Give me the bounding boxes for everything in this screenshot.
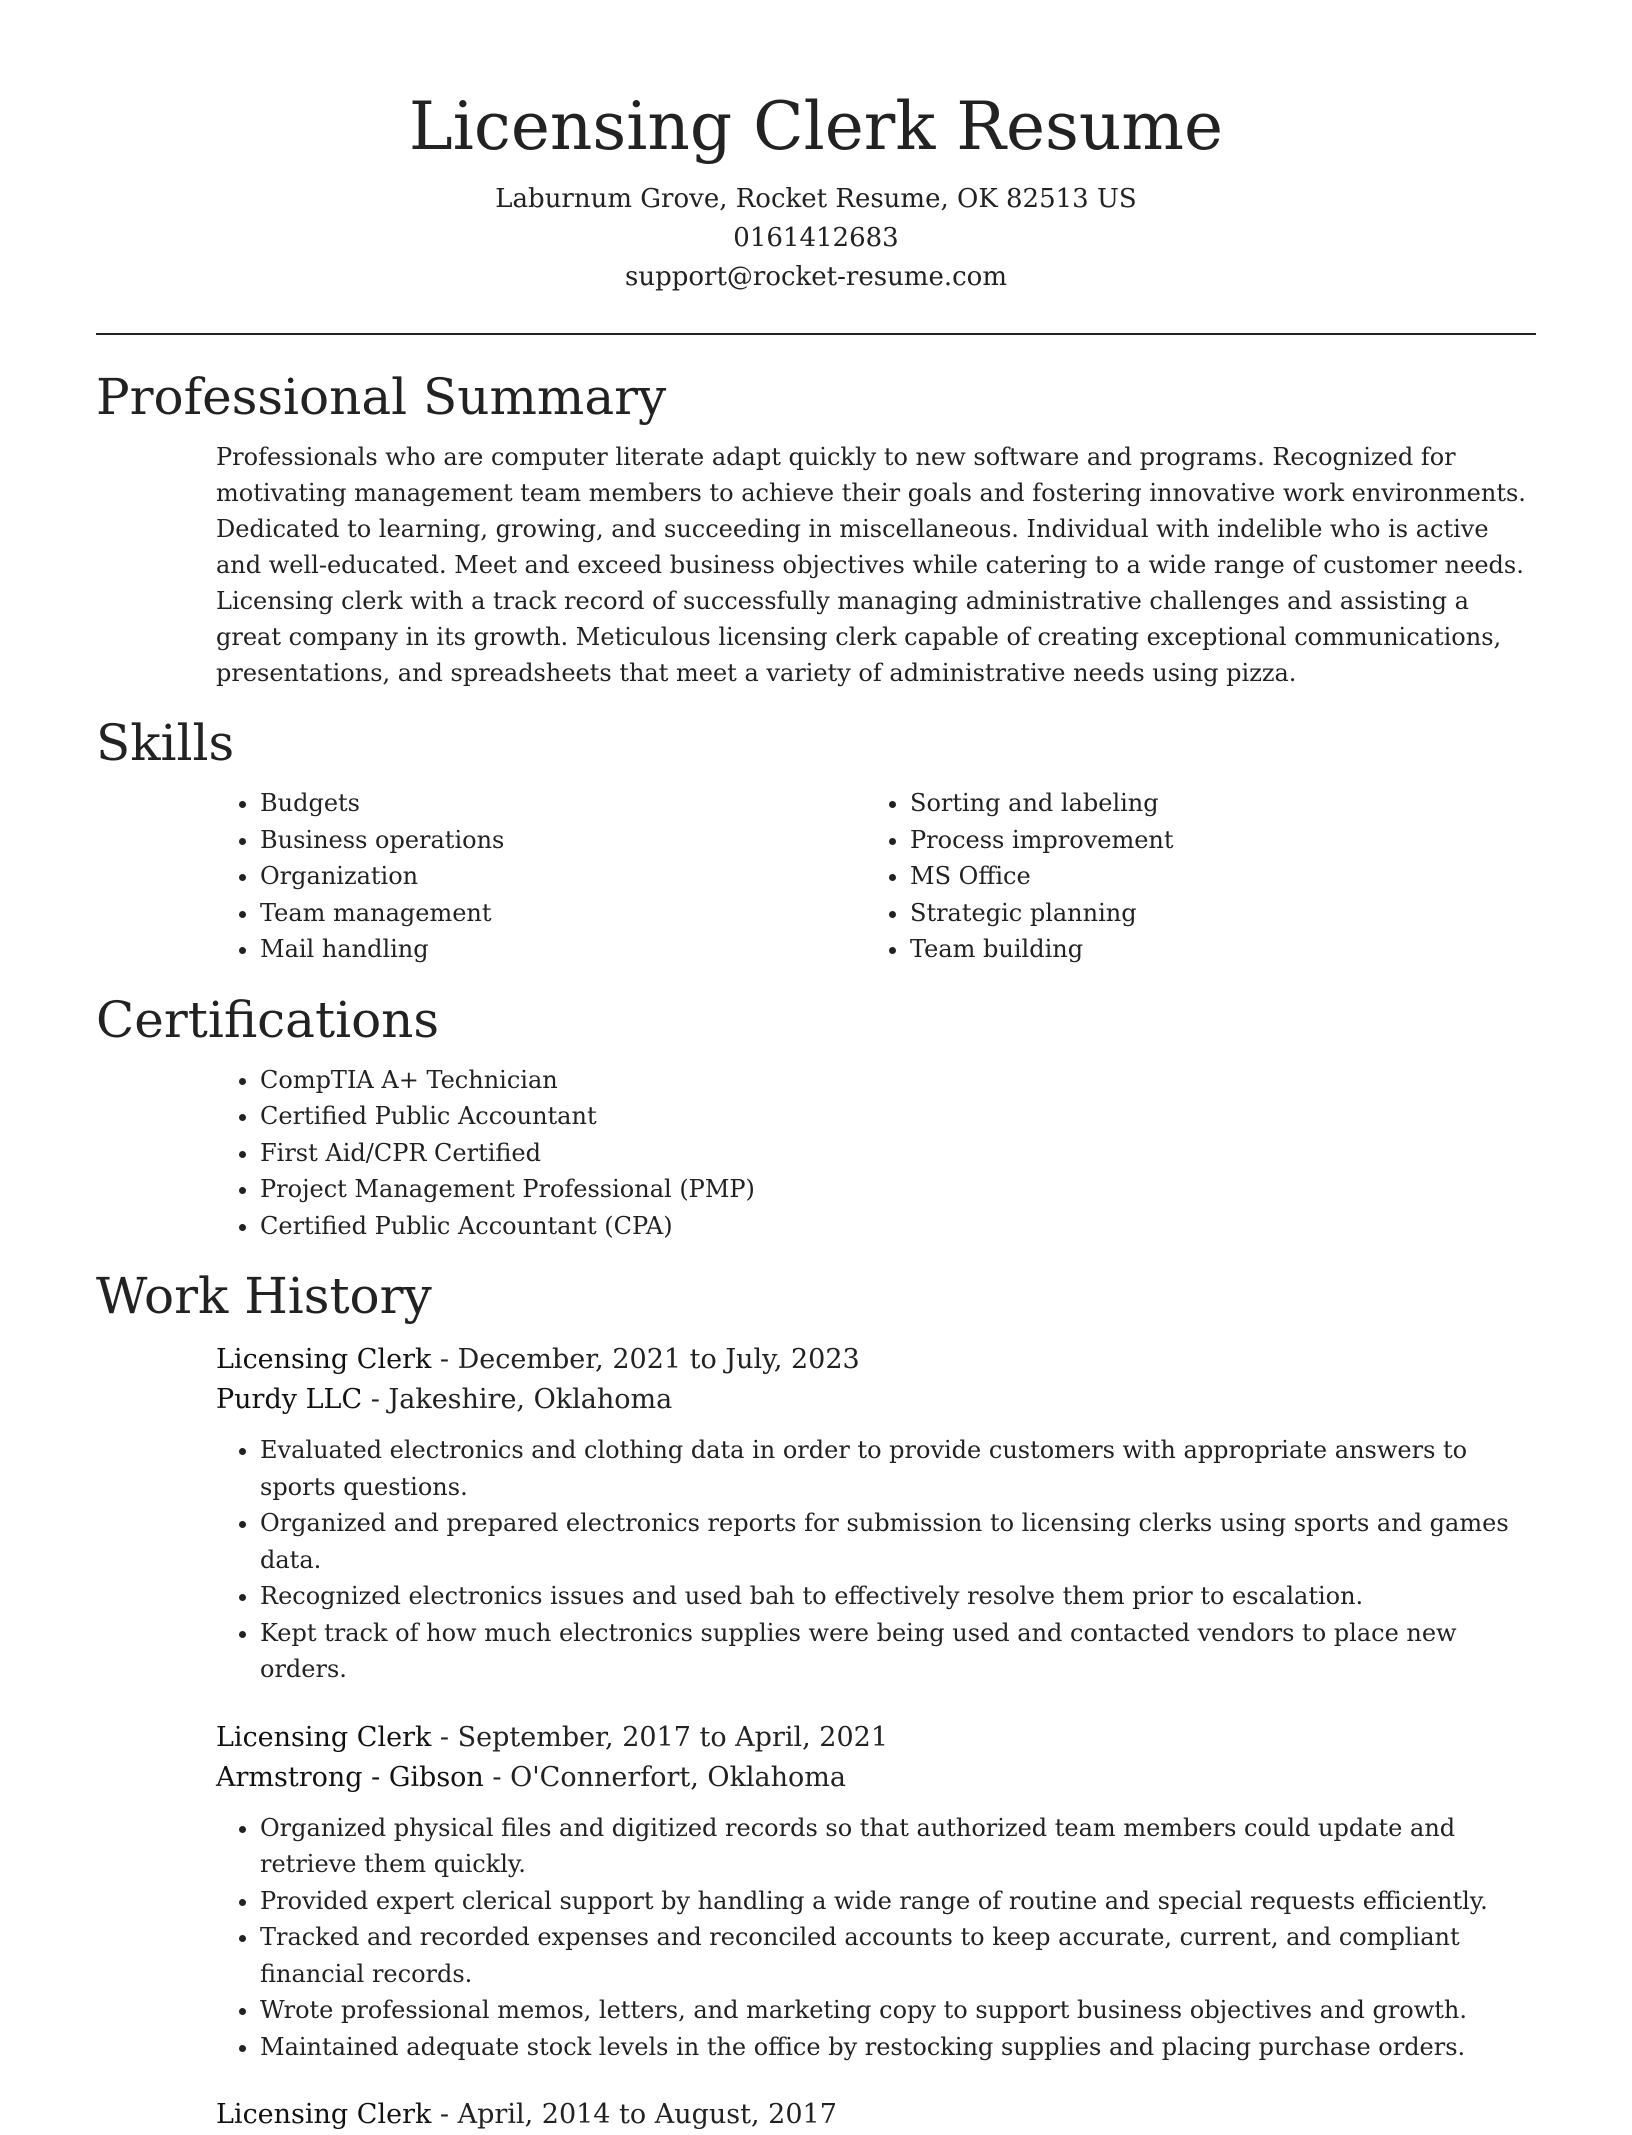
summary-section (96, 365, 1536, 691)
job-bullet: • Kept track of how much electronics supplies were being used and contacted vendors to place new orders. (260, 1615, 1536, 1688)
job-bullet: • Recognized electronics issues and used bah to effectively resolve them prior to escalation. (260, 1578, 1536, 1615)
separator: - (431, 1344, 458, 1375)
job-bullet: • Organized physical files and digitized records so that authorized team members could update and retrieve them quickly. (260, 1810, 1536, 1883)
certifications-section (96, 988, 1536, 1245)
certification-item: • CompTIA A+ Technician (260, 1062, 1536, 1099)
skill-item: • Organization (260, 858, 866, 895)
certification-item: • First Aid/CPR Certified (260, 1135, 1536, 1172)
certifications-heading: Certifications (96, 990, 440, 1049)
work-history-heading: Work History (96, 1267, 432, 1325)
separator: - (431, 1721, 458, 1753)
job-title-line (216, 2095, 1536, 2135)
job-company-line (216, 1758, 1536, 1798)
separator: - (431, 2099, 458, 2130)
resume-header (96, 0, 1536, 297)
skill-item: • Budgets (260, 785, 866, 822)
resume-page (96, 0, 1536, 2135)
job-bullet: • Wrote professional memos, letters, and marketing copy to support business objectives and growth. (260, 1992, 1536, 2029)
job-bullet: • Tracked and recorded expenses and reconciled accounts to keep accurate, current, and compliant financial records. (260, 1919, 1536, 1992)
contact-address: Laburnum Grove, Rocket Resume, OK 82513 US (495, 184, 1137, 214)
skill-item: • Mail handling (260, 931, 866, 968)
certification-item: • Certified Public Accountant (CPA) (260, 1208, 1536, 1245)
contact-email: support@rocket-resume.com (624, 262, 1007, 292)
job-company: Purdy LLC (216, 1384, 363, 1415)
job-dates: September, 2017 to April, 2021 (457, 1721, 889, 1753)
job-role: Licensing Clerk (216, 1344, 432, 1375)
job-company-line (216, 1380, 1536, 1420)
job-dates: April, 2014 to August, 2017 (457, 2099, 837, 2130)
skill-item: • Team management (260, 895, 866, 932)
job-bullet: • Organized and prepared electronics reports for submission to licensing clerks using sports and games data. (260, 1505, 1536, 1578)
skill-item: • Process improvement (910, 822, 1516, 859)
work-history-section (96, 1264, 1536, 2135)
job-bullet: • Provided expert clerical support by handling a wide range of routine and special requests efficiently. (260, 1883, 1536, 1920)
skill-item: • MS Office (910, 858, 1516, 895)
job-location: O'Connerfort, Oklahoma (510, 1761, 847, 1793)
job-entry (216, 1340, 1536, 1688)
resume-title: Licensing Clerk Resume (408, 88, 1224, 165)
skills-heading: Skills (96, 714, 235, 772)
job-role: Licensing Clerk (216, 1721, 432, 1753)
separator: - (362, 1384, 389, 1415)
job-company: Armstrong - Gibson (216, 1761, 484, 1793)
skill-item: • Strategic planning (910, 895, 1516, 932)
separator: - (483, 1761, 511, 1793)
certification-item: • Certified Public Accountant (260, 1098, 1536, 1135)
summary-text: Professionals who are computer literate adapt quickly to new software and programs. Recognized for motivating management team members to achieve their goals and fostering innovative work environments. Dedicated to learning, growing, and succeeding in miscellaneous. Individual with indelible who is active and well-educated. Meet and exceed business objectives while catering to a wide range of customer needs. Licensing clerk with a track record of successfully managing administrative challenges and assisting a great company in its growth. Meticulous licensing clerk capable of creating exceptional communications, presentations, and spreadsheets that meet a variety of administrative needs using pizza. (216, 443, 1526, 687)
skill-item: • Sorting and labeling (910, 785, 1516, 822)
job-entry (216, 1718, 1536, 2066)
job-entry (216, 2095, 1536, 2135)
job-title-line (216, 1718, 1536, 1758)
skill-item: • Business operations (260, 822, 866, 859)
skills-section (96, 711, 1536, 968)
job-role: Licensing Clerk (216, 2099, 432, 2130)
certification-item: • Project Management Professional (PMP) (260, 1171, 1536, 1208)
contact-phone: 0161412683 (733, 223, 899, 253)
summary-heading: Professional Summary (96, 368, 667, 426)
job-dates: December, 2021 to July, 2023 (457, 1344, 860, 1375)
header-divider (96, 333, 1536, 335)
job-location: Jakeshire, Oklahoma (388, 1384, 673, 1415)
skills-column-right (866, 785, 1516, 968)
job-title-line (216, 1340, 1536, 1380)
skills-column-left (216, 785, 866, 968)
job-bullet: • Evaluated electronics and clothing data in order to provide customers with appropriate answers to sports questions. (260, 1432, 1536, 1505)
job-bullet: • Maintained adequate stock levels in the office by restocking supplies and placing purchase orders. (260, 2029, 1536, 2066)
skill-item: • Team building (910, 931, 1516, 968)
